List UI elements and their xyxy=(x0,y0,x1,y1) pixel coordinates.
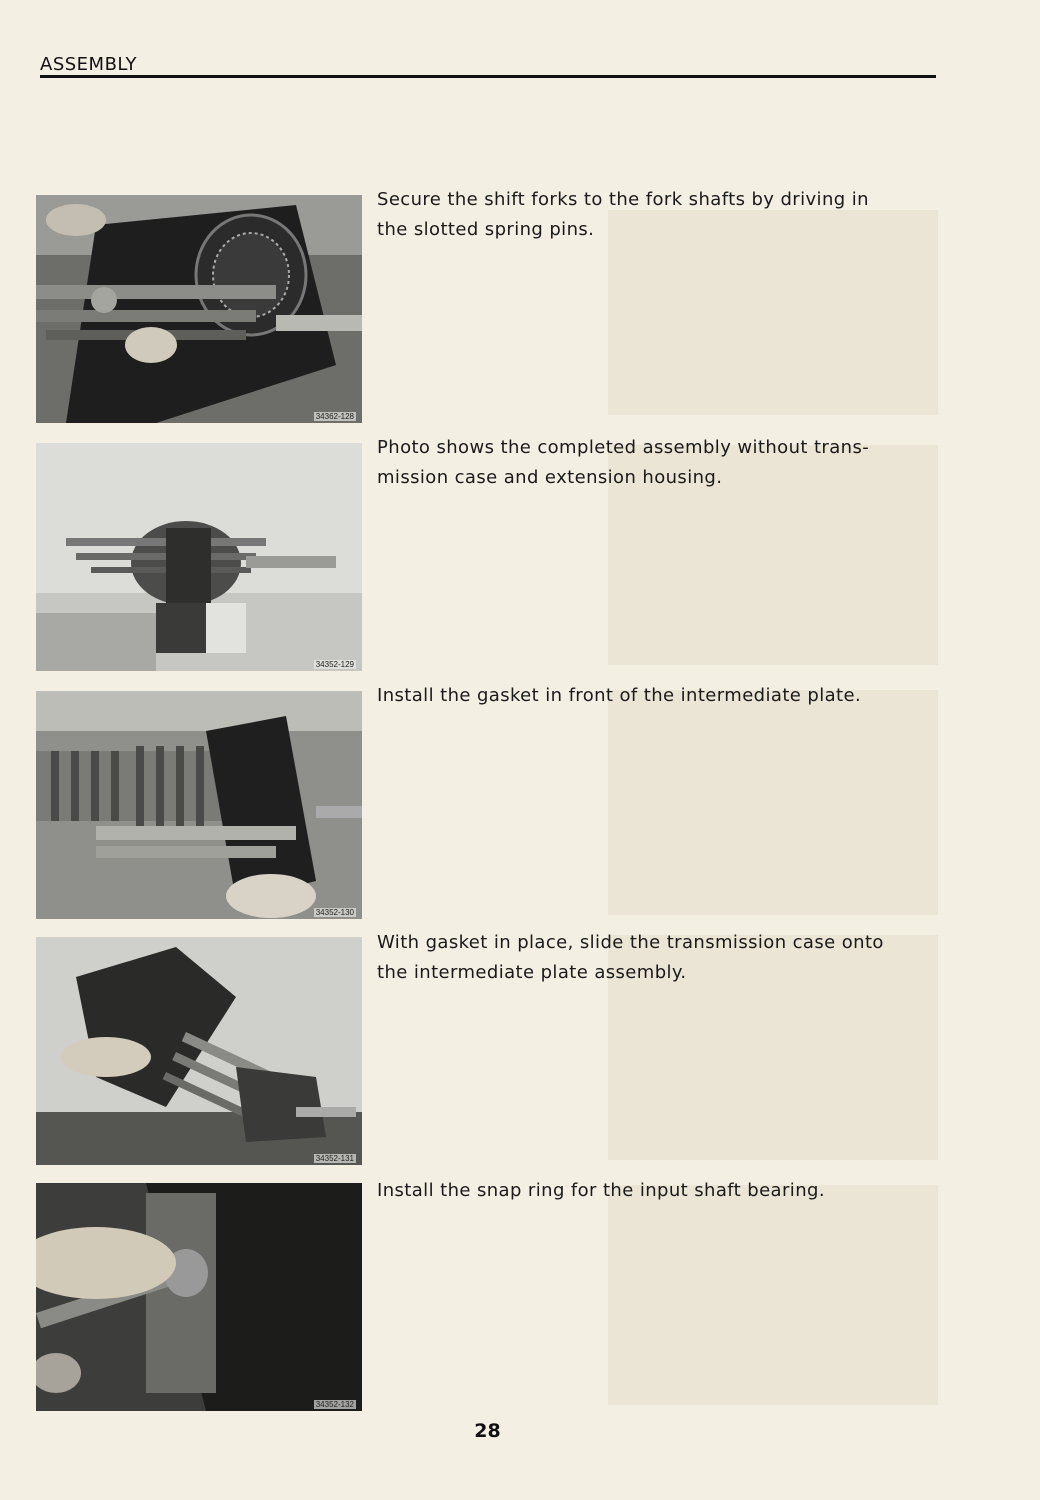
step-text-2: Photo shows the completed assembly without trans-mission case and extension housing. xyxy=(377,437,870,488)
page-header-title: ASSEMBLY xyxy=(40,54,138,75)
photo-id-1: 34362-128 xyxy=(315,412,354,421)
gear-assembly-shift-forks-photo-icon xyxy=(36,195,362,423)
step-photo-2 xyxy=(36,443,362,671)
photo-id-3: 34352-130 xyxy=(315,908,354,917)
step-text-3: Install the gasket in front of the intermediate plate. xyxy=(377,685,862,706)
photo-id-2: 34352-129 xyxy=(315,660,354,669)
photo-id-5: 34352-132 xyxy=(315,1400,354,1409)
photo-id-4: 34352-131 xyxy=(315,1154,354,1163)
step-text-4: With gasket in place, slide the transmission case onto the intermediate plate assembly. xyxy=(377,932,884,983)
step-text-5: Install the snap ring for the input shaft bearing. xyxy=(377,1180,825,1201)
step-photo-4 xyxy=(36,937,362,1165)
step-photo-5 xyxy=(36,1183,362,1411)
header-rule xyxy=(40,75,936,78)
completed-gear-assembly-photo-icon xyxy=(36,443,362,671)
step-text-1: Secure the shift forks to the fork shafts by driving in the slotted spring pins. xyxy=(377,189,869,240)
step-photo-3 xyxy=(36,691,362,919)
snap-ring-input-shaft-photo-icon xyxy=(36,1183,362,1411)
ghost-image-3 xyxy=(608,690,938,915)
ghost-image-5 xyxy=(608,1185,938,1405)
gasket-intermediate-plate-photo-icon xyxy=(36,691,362,919)
transmission-case-slide-photo-icon xyxy=(36,937,362,1165)
page-number: 28 xyxy=(474,1420,501,1442)
step-photo-1 xyxy=(36,195,362,423)
